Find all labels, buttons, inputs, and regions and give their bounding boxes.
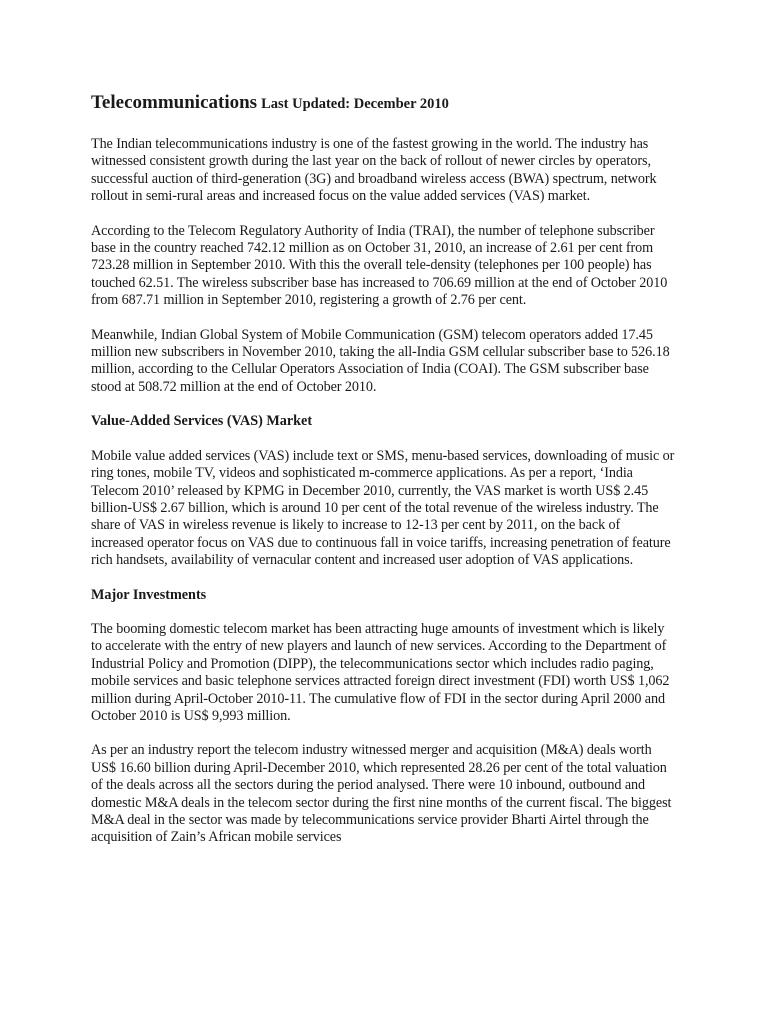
intro-paragraph-2: According to the Telecom Regulatory Authority of India (TRAI), the number of telephone subscriber base in the country reached 742.12 million as on October 31, 2010, an increase of 2.61 per cent from 723.28 million in September 2010. With this the overall tele-density (telephones per 100 people) has touched 62.51. The wireless subscriber base has increased to 706.69 million at the end of October 2010 from 687.71 million in September 2010, registering a growth of 2.76 per cent.	[91, 222, 668, 309]
document-page	[91, 91, 676, 864]
intro-paragraph-1: The Indian telecommunications industry is one of the fastest growing in the world. The industry has witnessed consistent growth during the last year on the back of rollout of newer circles by operators, successful auction of third-generation (3G) and broadband wireless access (BWA) spectrum, network rollout in semi-rural areas and increased focus on the value added services (VAS) market.	[91, 136, 657, 205]
document-header	[91, 91, 676, 116]
vas-paragraph: Mobile value added services (VAS) include text or SMS, menu-based services, downloading of music or ring tones, mobile TV, videos and sophisticated m-commerce applications. As per a report, ‘India Telecom 2010’ released by KPMG in December 2010, currently, the VAS market is worth US$ 2.45 billion-US$ 2.67 billion, which is around 10 per cent of the total revenue of the wireless industry. The share of VAS in wireless revenue is likely to increase to 12-13 per cent by 2011, on the back of increased operator focus on VAS due to continuous fall in voice tariffs, increasing penetration of feature rich handsets, availability of vernacular content and increased user adoption of VAS applications.	[91, 447, 675, 569]
investments-paragraph-2: As per an industry report the telecom industry witnessed merger and acquisition (M&A) deals worth US$ 16.60 billion during April-December 2010, which represented 28.26 per cent of the total valuation of the deals across all the sectors during the period analysed. There were 10 inbound, outbound and domestic M&A deals in the telecom sector during the first nine months of the current fiscal. The biggest M&A deal in the sector was made by telecommunications service provider Bharti Airtel through the acquisition of Zain’s African mobile services	[91, 742, 672, 846]
document-title: Telecommunications	[91, 92, 258, 113]
last-updated-label: Last Updated: December 2010	[261, 96, 449, 112]
vas-section-heading: Value-Added Services (VAS) Market	[91, 413, 313, 430]
investments-paragraph-1: The booming domestic telecom market has been attracting huge amounts of investment which is likely to accelerate with the entry of new players and launch of new services. According to the Department of Industrial Policy and Promotion (DIPP), the telecommunications sector which includes radio paging, mobile services and basic telephone services attracted foreign direct investment (FDI) worth US$ 1,062 million during April-October 2010-11. The cumulative flow of FDI in the sector during April 2000 and October 2010 is US$ 9,993 million.	[91, 620, 670, 724]
intro-paragraph-3: Meanwhile, Indian Global System of Mobile Communication (GSM) telecom operators added 17.45 million new subscribers in November 2010, taking the all-India GSM cellular subscriber base to 526.18 million, according to the Cellular Operators Association of India (COAI). The GSM subscriber base stood at 508.72 million at the end of October 2010.	[91, 326, 670, 395]
investments-section-heading: Major Investments	[91, 586, 207, 603]
